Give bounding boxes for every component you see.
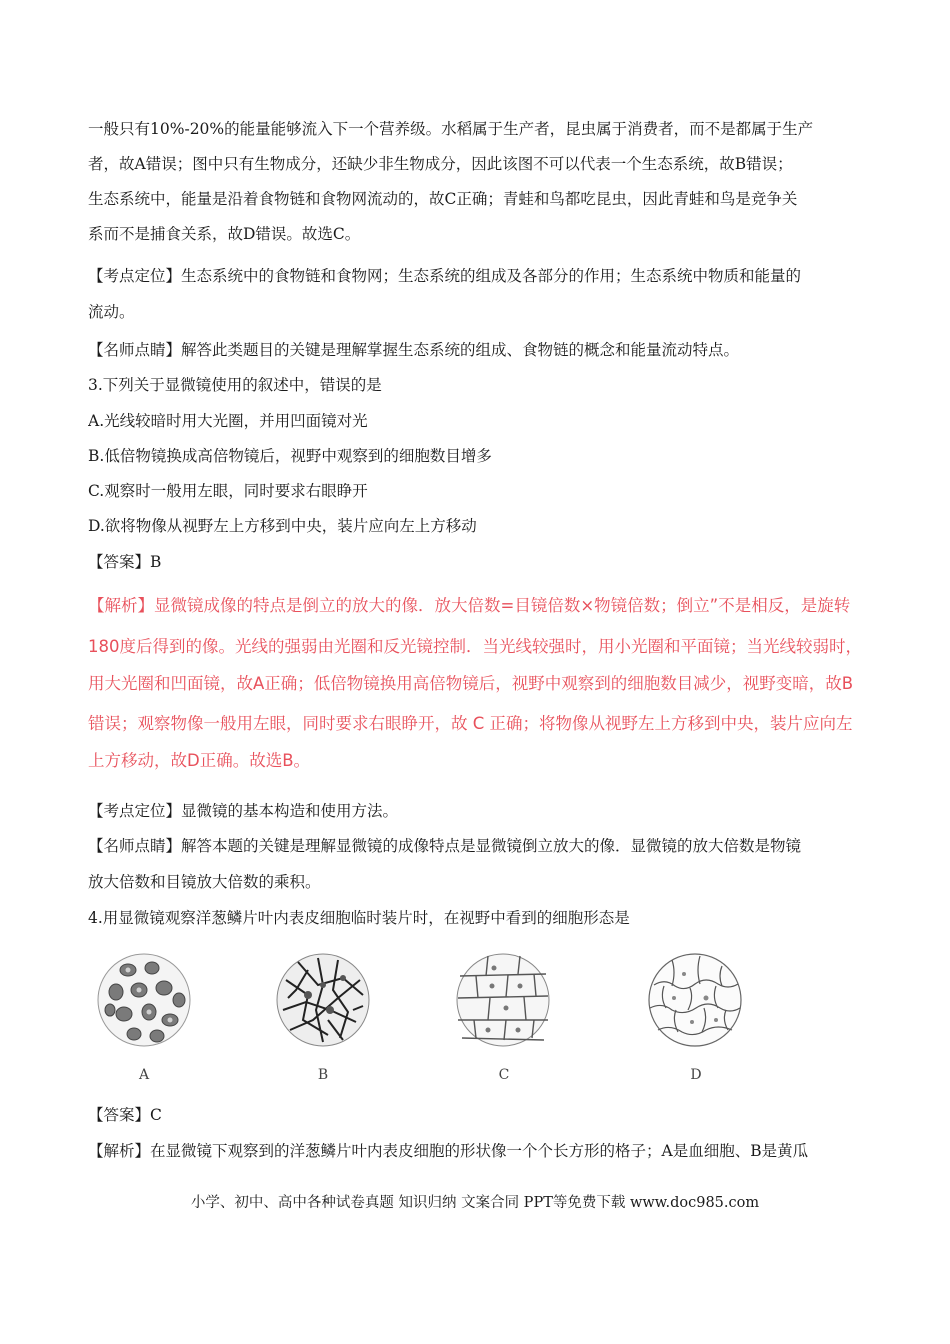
blood-cells-image <box>94 940 194 1060</box>
figure-b-fibers <box>268 940 378 1060</box>
epidermis-cells-image <box>640 940 750 1060</box>
figure-a-blood-cells <box>94 940 204 1060</box>
figure-label: A <box>138 1067 150 1083</box>
analysis-line: 【解析】显微镜成像的特点是倒立的放大的像．放大倍数=目镜倍数×物镜倍数；倒立”不是相反，是旋转 <box>88 596 851 615</box>
figure-label: B <box>317 1067 329 1083</box>
text-line: 一般只有10%-20%的能量能够流入下一个营养级。水稻属于生产者，昆虫属于消费者，而不是都属于生产 <box>88 120 814 138</box>
figure-c-onion-cells <box>448 940 558 1060</box>
option-d: D.欲将物像从视野左上方移到中央，装片应向左上方移动 <box>88 517 477 535</box>
analysis-line: 错误；观察物像一般用左眼，同时要求右眼睁开，故 C 正确；将物像从视野左上方移到中央，装片应向左 <box>88 714 853 733</box>
question-3: 3.下列关于显微镜使用的叙述中，错误的是 <box>88 376 382 394</box>
teacher-tip: 【名师点睛】解答此类题目的关键是理解掌握生态系统的组成、食物链的概念和能量流动特点。 <box>88 341 740 359</box>
answer-4: 【答案】C <box>88 1106 162 1124</box>
analysis-line: 180度后得到的像。光线的强弱由光圈和反光镜控制．当光线较强时，用小光圈和平面镜；当光线较弱时， <box>88 637 862 656</box>
analysis-line: 上方移动，故D正确。故选B。 <box>88 751 311 770</box>
onion-cells-image <box>448 940 558 1060</box>
option-b: B.低倍物镜换成高倍物镜后，视野中观察到的细胞数目增多 <box>88 447 492 465</box>
answer-3: 【答案】B <box>88 553 162 571</box>
question-4: 4.用显微镜观察洋葱鳞片叶内表皮细胞临时装片时，在视野中看到的细胞形态是 <box>88 909 630 927</box>
text-line: 者，故A错误；图中只有生物成分，还缺少非生物成分，因此该图不可以代表一个生态系统，故B错误； <box>88 155 793 173</box>
text-line: 流动。 <box>88 303 135 321</box>
microscope-figures <box>88 940 788 1090</box>
knowledge-point: 【考点定位】生态系统中的食物链和食物网；生态系统的组成及各部分的作用；生态系统中物质和能量的 <box>88 267 802 285</box>
teacher-tip: 【名师点睛】解答本题的关键是理解显微镜的成像特点是显微镜倒立放大的像．显微镜的放大倍数是物镜 <box>88 837 802 855</box>
figure-d-epidermis <box>640 940 750 1060</box>
text-line: 放大倍数和目镜放大倍数的乘积。 <box>88 873 321 891</box>
text-line: 生态系统中，能量是沿着食物链和食物网流动的，故C正确；青蛙和鸟都吃昆虫，因此青蛙和鸟是竞争关 <box>88 190 798 208</box>
knowledge-point: 【考点定位】显微镜的基本构造和使用方法。 <box>88 802 399 820</box>
analysis-line: 用大光圈和凹面镜，故A正确；低倍物镜换用高倍物镜后，视野中观察到的细胞数目减少，视野变暗，故B <box>88 674 854 693</box>
page-footer: 小学、初中、高中各种试卷真题 知识归纳 文案合同 PPT等免费下载 www.doc985.com <box>190 1195 760 1211</box>
fiber-network-image <box>268 940 378 1060</box>
figure-label: D <box>690 1067 702 1083</box>
option-c: C.观察时一般用左眼，同时要求右眼睁开 <box>88 482 368 500</box>
text-line: 系而不是捕食关系，故D错误。故选C。 <box>88 225 361 243</box>
figure-label: C <box>498 1067 510 1083</box>
analysis-4: 【解析】在显微镜下观察到的洋葱鳞片叶内表皮细胞的形状像一个个长方形的格子；A是血细胞、B是黄瓜 <box>88 1142 809 1160</box>
option-a: A.光线较暗时用大光圈，并用凹面镜对光 <box>88 412 368 430</box>
